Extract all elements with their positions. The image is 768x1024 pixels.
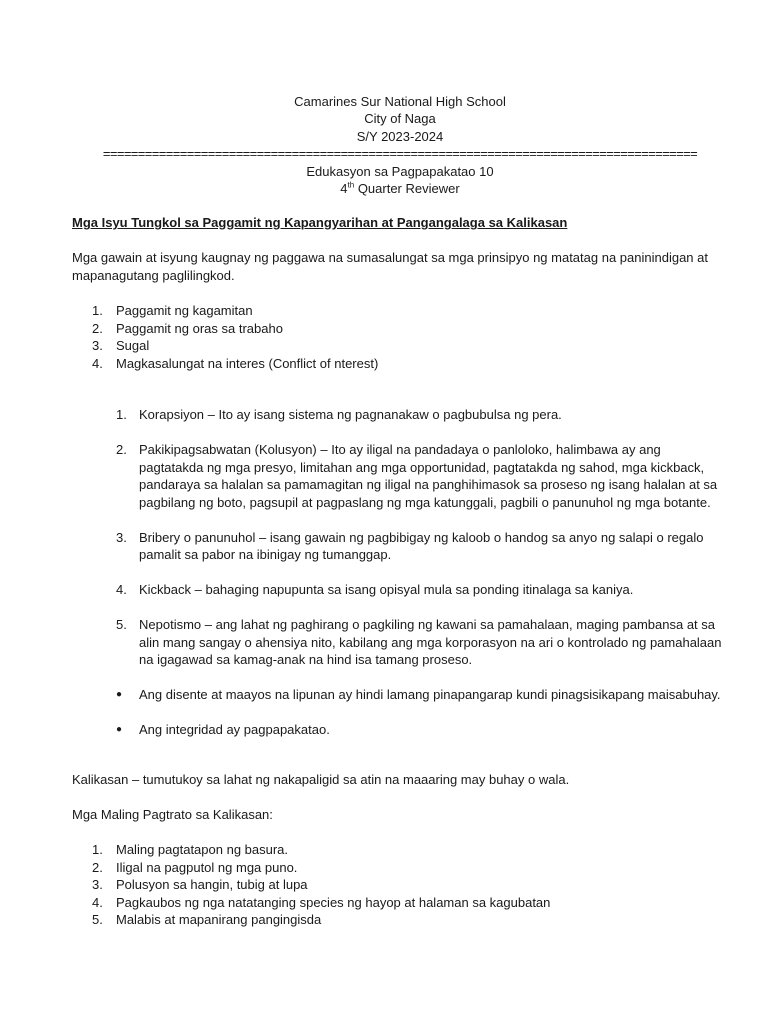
- list-item: [92, 876, 550, 894]
- list-number: 5.: [116, 617, 127, 632]
- list-item: [116, 686, 728, 704]
- list-text: Korapsiyon – Ito ay isang sistema ng pagnanakaw o pagbubulsa ng pera.: [139, 407, 562, 422]
- list-text: Magkasalungat na interes (Conflict of nterest): [116, 355, 379, 371]
- list-text: Ang integridad ay pagpapakatao.: [139, 722, 330, 737]
- list-number: 3.: [116, 529, 127, 545]
- school-name: Camarines Sur National High School: [294, 94, 506, 109]
- list-text: Nepotismo – ang lahat ng paghirang o pagkiling ng kawani sa pamahalaan, maging pambansa at sa alin mang sangay o ahensiya nito, kabilang ang mga korporasyon na ari o kontrolado ng pamahalaan na igagawad sa kamag-anak na hind isa tamang proseso.: [139, 617, 722, 667]
- list-text: Paggamit ng oras sa trabaho: [116, 320, 283, 336]
- quarter-text: Quarter Reviewer: [354, 181, 460, 197]
- list-number: 5.: [92, 912, 103, 927]
- quarter-label: [0, 180, 768, 197]
- document-header: [0, 93, 768, 197]
- list-number: 1.: [116, 407, 127, 422]
- list-text: Bribery o panunuhol – isang gawain ng pagbibigay ng kaloob o handog sa anyo ng salapi o regalo pamalit sa pabor na ibinigay ng tumanggap.: [139, 529, 704, 562]
- list-text: Paggamit ng kagamitan: [116, 303, 253, 318]
- list-text: Iligal na pagputol ng mga puno.: [116, 859, 298, 875]
- kalikasan-definition: Kalikasan – tumutukoy sa lahat ng nakapaligid sa atin na maaaring may buhay o wala.: [72, 772, 570, 787]
- list-text: Maling pagtatapon ng basura.: [116, 842, 289, 857]
- list-number: 3.: [92, 877, 103, 892]
- list-item: [92, 859, 550, 877]
- list-item: [92, 302, 378, 320]
- list-number: 2.: [92, 859, 103, 875]
- list-item: [116, 406, 728, 424]
- list-text: Ang disente at maayos na lipunan ay hindi lamang pinapangarap kundi pinagsisikapang maisabuhay.: [139, 687, 721, 702]
- bullet-icon: ●: [116, 689, 123, 700]
- list-text: Sugal: [116, 338, 150, 353]
- subject-name: Edukasyon sa Pagpapakatao 10: [306, 163, 494, 179]
- section-title: Mga Isyu Tungkol sa Paggamit ng Kapangyarihan at Pangangalaga sa Kalikasan: [72, 215, 568, 230]
- quarter-number: 4: [340, 181, 348, 197]
- list-item: [92, 911, 550, 929]
- list-number: 2.: [116, 442, 127, 457]
- list-number: 1.: [92, 303, 103, 318]
- list-number: 4.: [116, 582, 127, 597]
- list-number: 4.: [92, 355, 103, 371]
- list-text: Polusyon sa hangin, tubig at lupa: [116, 877, 308, 892]
- quarter-superscript: th: [347, 180, 355, 190]
- list-text: Malabis at mapanirang pangingisda: [116, 912, 322, 927]
- list-text: Pagkaubos ng nga natatanging species ng hayop at halaman sa kagubatan: [116, 894, 551, 910]
- list-number: 2.: [92, 320, 103, 336]
- list-item: [116, 721, 728, 739]
- list-item: [92, 841, 550, 859]
- list-item: [92, 355, 378, 373]
- list-item: [92, 894, 550, 912]
- list-item: [116, 581, 728, 599]
- mali-heading: Mga Maling Pagtrato sa Kalikasan:: [72, 807, 273, 822]
- separator-line: =====================================================================================: [102, 146, 698, 162]
- list-item: [92, 337, 378, 355]
- school-year: S/Y 2023-2024: [356, 128, 444, 144]
- list-number: 3.: [92, 338, 103, 353]
- list-item: [116, 441, 728, 511]
- list-item: [116, 616, 728, 669]
- list-number: 4.: [92, 894, 103, 910]
- list-text: Pakikipagsabwatan (Kolusyon) – Ito ay iligal na pandadaya o panloloko, halimbawa ay ang pagtatakda ng mga presyo, limitahan ang mga opportunidad, pagtatakda ng sahod, mga kickback, pandaraya sa halalan sa pamamagitan ng iligal na panghihimasok sa proseso ng isang halalan at sa pagbilang ng boto, pagsupil at pagpaslang ng mga katunggali, pagbili o panunuhol ng mga botante.: [139, 442, 718, 510]
- city-name: City of Naga: [364, 111, 436, 127]
- intro-paragraph: Mga gawain at isyung kaugnay ng paggawa na sumasalungat sa mga prinsipyo ng matatag na paninindigan at mapanagutang paglilingkod.: [72, 250, 708, 283]
- bullet-icon: ●: [116, 724, 123, 735]
- issues-list: [92, 302, 378, 372]
- mali-list: [92, 841, 550, 929]
- list-text: Kickback – bahaging napupunta sa isang opisyal mula sa ponding itinalaga sa kaniya.: [139, 582, 634, 597]
- list-number: 1.: [92, 842, 103, 857]
- definitions-list: [116, 406, 728, 756]
- list-item: [92, 320, 378, 338]
- list-item: [116, 529, 728, 564]
